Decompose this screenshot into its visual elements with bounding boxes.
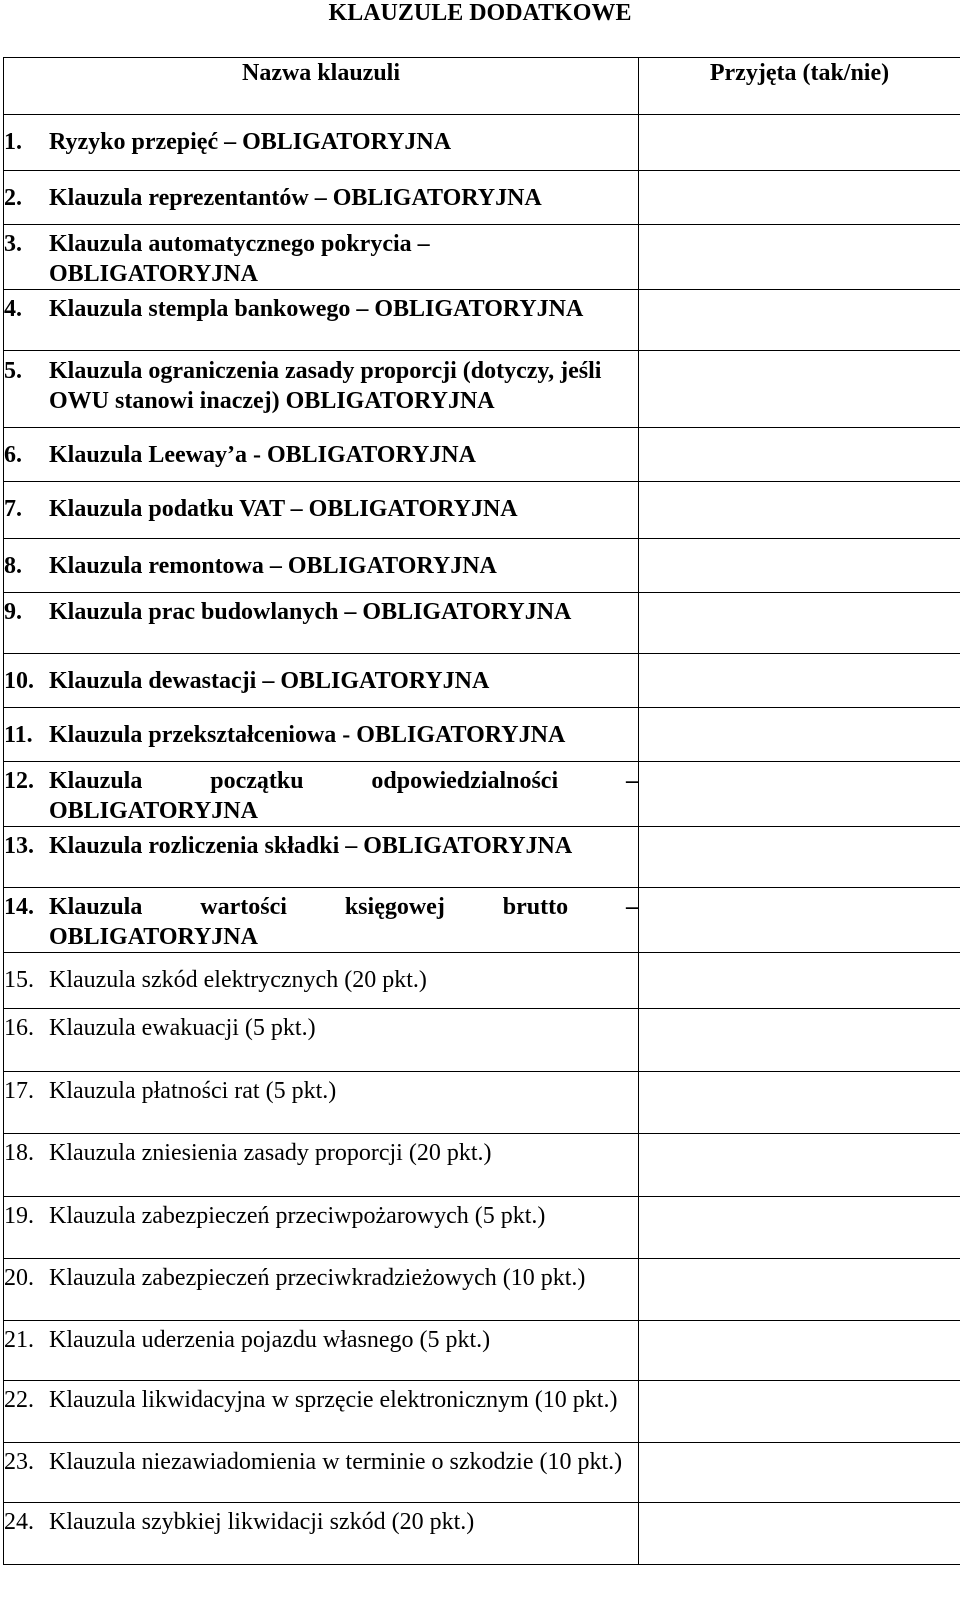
clause-text: Klauzula wartości księgowej brutto – OBLIGATORYJNA <box>49 894 638 950</box>
accepted-cell[interactable] <box>639 1197 960 1259</box>
clause-name-cell <box>4 1443 639 1503</box>
clause-text: Klauzula stempla bankowego – OBLIGATORYJNA <box>49 296 584 322</box>
clause-text: Klauzula uderzenia pojazdu własnego (5 pkt.) <box>49 1327 491 1353</box>
clause-text: Klauzula ewakuacji (5 pkt.) <box>49 1015 316 1041</box>
clause-name-cell <box>4 654 639 708</box>
clause-item <box>4 766 638 826</box>
clause-text: Klauzula likwidacyjna w sprzęcie elektronicznym (10 pkt.) <box>49 1387 618 1413</box>
clause-name-cell <box>4 1197 639 1259</box>
clauses-table <box>3 57 960 1565</box>
clause-text: Klauzula niezawiadomienia w terminie o szkodzie (10 pkt.) <box>49 1449 623 1475</box>
clause-item <box>4 1447 638 1477</box>
clause-item <box>4 892 638 952</box>
clause-text: Klauzula remontowa – OBLIGATORYJNA <box>49 553 497 579</box>
table-row <box>4 1197 960 1259</box>
clause-item <box>4 551 638 581</box>
clause-text: Klauzula ograniczenia zasady proporcji (dotyczy, jeśli OWU stanowi inaczej) OBLIGATORYJNA <box>49 358 602 414</box>
table-row <box>4 115 960 171</box>
table-row <box>4 654 960 708</box>
clause-text: Klauzula zabezpieczeń przeciwkradzieżowych (10 pkt.) <box>49 1265 586 1291</box>
accepted-cell[interactable] <box>639 708 960 762</box>
table-row <box>4 708 960 762</box>
accepted-cell[interactable] <box>639 1321 960 1381</box>
table-row <box>4 762 960 827</box>
clause-name-cell <box>4 1381 639 1443</box>
table-header-row <box>4 58 960 115</box>
clause-name-cell <box>4 708 639 762</box>
clause-item <box>4 1013 638 1043</box>
clause-number: 17. <box>4 1078 34 1104</box>
accepted-cell[interactable] <box>639 351 960 428</box>
clause-item <box>4 440 638 470</box>
clause-number: 13. <box>4 833 34 859</box>
clause-item <box>4 1201 638 1231</box>
clauses-table-body <box>4 115 960 1565</box>
clause-text: Klauzula zabezpieczeń przeciwpożarowych (5 pkt.) <box>49 1203 546 1229</box>
clause-number: 23. <box>4 1449 34 1475</box>
table-row <box>4 351 960 428</box>
clause-name-cell <box>4 827 639 888</box>
accepted-cell[interactable] <box>639 827 960 888</box>
accepted-cell[interactable] <box>639 1134 960 1197</box>
clause-text: Klauzula zniesienia zasady proporcji (20 pkt.) <box>49 1140 492 1166</box>
clause-item <box>4 1385 638 1415</box>
clause-item <box>4 356 638 416</box>
clause-item <box>4 127 638 157</box>
clause-number: 5. <box>4 358 22 384</box>
clause-number: 12. <box>4 768 34 794</box>
clause-name-cell <box>4 171 639 225</box>
clause-text: Klauzula płatności rat (5 pkt.) <box>49 1078 337 1104</box>
header-accepted: Przyjęta (tak/nie) <box>639 58 960 115</box>
accepted-cell[interactable] <box>639 171 960 225</box>
table-row <box>4 1072 960 1134</box>
clause-name-cell <box>4 953 639 1009</box>
clause-item <box>4 294 638 324</box>
table-row <box>4 171 960 225</box>
clause-number: 22. <box>4 1387 34 1413</box>
clause-number: 8. <box>4 553 22 579</box>
table-row <box>4 888 960 953</box>
clause-text: Klauzula Leeway’a - OBLIGATORYJNA <box>49 442 476 468</box>
clause-number: 19. <box>4 1203 34 1229</box>
clause-number: 4. <box>4 296 22 322</box>
accepted-cell[interactable] <box>639 428 960 482</box>
clause-item <box>4 229 638 289</box>
clause-text: Klauzula prac budowlanych – OBLIGATORYJNA <box>49 599 572 625</box>
clause-item <box>4 1507 638 1537</box>
clause-text: Klauzula szybkiej likwidacji szkód (20 pkt.) <box>49 1509 475 1535</box>
clause-item <box>4 666 638 696</box>
clause-text: Klauzula podatku VAT – OBLIGATORYJNA <box>49 496 518 522</box>
table-row <box>4 1259 960 1321</box>
clause-number: 3. <box>4 231 22 257</box>
clause-item <box>4 965 638 995</box>
accepted-cell[interactable] <box>639 1259 960 1321</box>
clause-text: Klauzula automatycznego pokrycia – OBLIGATORYJNA <box>49 231 430 287</box>
table-row <box>4 1009 960 1072</box>
accepted-cell[interactable] <box>639 1503 960 1565</box>
clause-name-cell <box>4 225 639 290</box>
clause-number: 6. <box>4 442 22 468</box>
clause-text: Klauzula przekształceniowa - OBLIGATORYJNA <box>49 722 566 748</box>
accepted-cell[interactable] <box>639 290 960 351</box>
clause-text: Klauzula początku odpowiedzialności – OBLIGATORYJNA <box>49 768 638 824</box>
table-row <box>4 428 960 482</box>
clause-text: Klauzula dewastacji – OBLIGATORYJNA <box>49 668 490 694</box>
accepted-cell[interactable] <box>639 539 960 593</box>
clause-text: Klauzula szkód elektrycznych (20 pkt.) <box>49 967 427 993</box>
table-row <box>4 593 960 654</box>
clause-name-cell <box>4 1072 639 1134</box>
accepted-cell[interactable] <box>639 1381 960 1443</box>
clause-item <box>4 1138 638 1168</box>
clause-name-cell <box>4 762 639 827</box>
clause-number: 10. <box>4 668 34 694</box>
clause-name-cell <box>4 1503 639 1565</box>
clause-number: 11. <box>4 722 33 748</box>
accepted-cell[interactable] <box>639 1009 960 1072</box>
table-row <box>4 482 960 539</box>
clause-item <box>4 1076 638 1106</box>
clause-number: 14. <box>4 894 34 920</box>
table-row <box>4 953 960 1009</box>
table-row <box>4 1503 960 1565</box>
clause-name-cell <box>4 593 639 654</box>
header-clause-name: Nazwa klauzuli <box>4 58 639 115</box>
clause-item <box>4 1325 638 1355</box>
table-row <box>4 1321 960 1381</box>
clause-item <box>4 720 638 750</box>
clause-number: 15. <box>4 967 34 993</box>
document-title: KLAUZULE DODATKOWE <box>328 0 632 26</box>
clause-name-cell <box>4 482 639 539</box>
clause-name-cell <box>4 1259 639 1321</box>
accepted-cell[interactable] <box>639 1072 960 1134</box>
accepted-cell[interactable] <box>639 482 960 539</box>
clause-number: 7. <box>4 496 22 522</box>
accepted-cell[interactable] <box>639 888 960 953</box>
table-row <box>4 827 960 888</box>
clause-name-cell <box>4 290 639 351</box>
clause-name-cell <box>4 115 639 171</box>
clause-name-cell <box>4 351 639 428</box>
accepted-cell[interactable] <box>639 1443 960 1503</box>
clause-name-cell <box>4 428 639 482</box>
clause-number: 18. <box>4 1140 34 1166</box>
clause-name-cell <box>4 539 639 593</box>
accepted-cell[interactable] <box>639 225 960 290</box>
table-row <box>4 225 960 290</box>
clause-name-cell <box>4 1321 639 1381</box>
table-row <box>4 1134 960 1197</box>
clause-item <box>4 1263 638 1293</box>
clause-item <box>4 831 638 861</box>
clause-number: 24. <box>4 1509 34 1535</box>
accepted-cell[interactable] <box>639 654 960 708</box>
table-row <box>4 1381 960 1443</box>
clause-text: Klauzula reprezentantów – OBLIGATORYJNA <box>49 185 542 211</box>
clause-item <box>4 183 638 213</box>
clause-number: 20. <box>4 1265 34 1291</box>
clause-number: 2. <box>4 185 22 211</box>
accepted-cell[interactable] <box>639 953 960 1009</box>
clause-text: Klauzula rozliczenia składki – OBLIGATORYJNA <box>49 833 573 859</box>
accepted-cell[interactable] <box>639 115 960 171</box>
clause-item <box>4 494 638 524</box>
accepted-cell[interactable] <box>639 593 960 654</box>
clause-number: 9. <box>4 599 22 625</box>
clause-name-cell <box>4 1009 639 1072</box>
clause-number: 21. <box>4 1327 34 1353</box>
clause-item <box>4 597 638 627</box>
clause-name-cell <box>4 1134 639 1197</box>
clause-number: 1. <box>4 129 22 155</box>
table-row <box>4 539 960 593</box>
clause-text: Ryzyko przepięć – OBLIGATORYJNA <box>49 129 452 155</box>
table-row <box>4 1443 960 1503</box>
accepted-cell[interactable] <box>639 762 960 827</box>
table-row <box>4 290 960 351</box>
clause-number: 16. <box>4 1015 34 1041</box>
clause-name-cell <box>4 888 639 953</box>
